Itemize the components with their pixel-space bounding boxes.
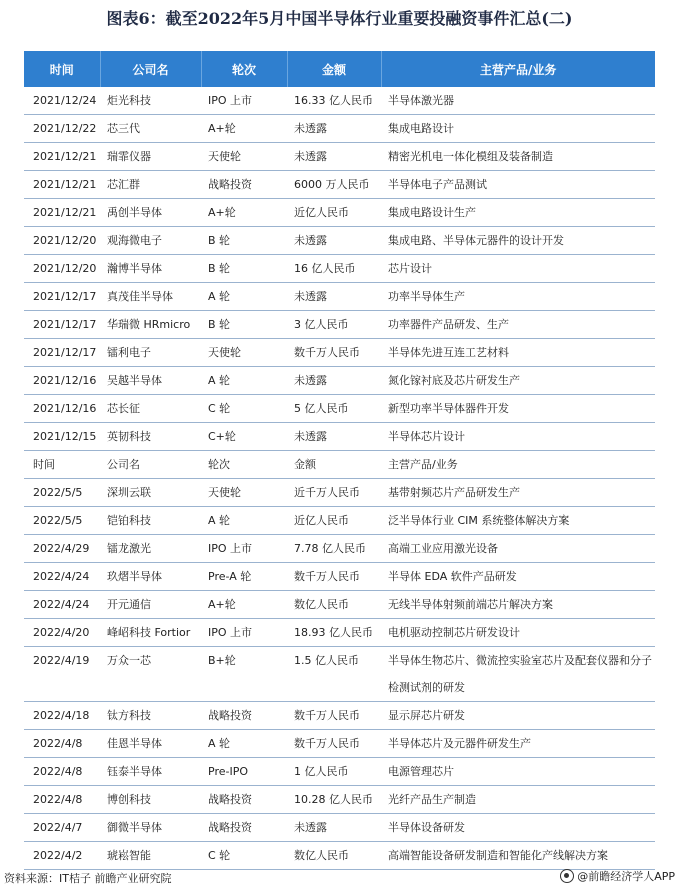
table-cell-date: 2022/4/8 — [24, 786, 100, 814]
table-cell-company: 英韧科技 — [100, 423, 201, 451]
table-cell-amount: 18.93 亿人民币 — [287, 619, 381, 647]
table-cell-round: 天使轮 — [201, 143, 287, 171]
investment-table — [24, 51, 655, 870]
table-cell-product: 集成电路设计生产 — [381, 199, 655, 227]
table-cell-amount: 5 亿人民币 — [287, 395, 381, 423]
table-cell-round: B 轮 — [201, 255, 287, 283]
table-cell-date: 2021/12/16 — [24, 367, 100, 395]
table-cell-amount: 近千万人民币 — [287, 479, 381, 507]
table-cell-amount: 16 亿人民币 — [287, 255, 381, 283]
table-cell-amount: 未透露 — [287, 423, 381, 451]
table-cell-product: 光纤产品生产制造 — [381, 786, 655, 814]
table-cell-company: 芯三代 — [100, 115, 201, 143]
table-cell-product: 高端工业应用激光设备 — [381, 535, 655, 563]
table-row — [24, 647, 655, 702]
table-cell-round: A 轮 — [201, 507, 287, 535]
table-cell-round: C 轮 — [201, 842, 287, 870]
table-cell-product: 高端智能设备研发制造和智能化产线解决方案 — [381, 842, 655, 870]
table-cell-product: 泛半导体行业 CIM 系统整体解决方案 — [381, 507, 655, 535]
table-cell-amount: 16.33 亿人民币 — [287, 87, 381, 115]
table-cell-product: 集成电路设计 — [381, 115, 655, 143]
table-cell-round: B 轮 — [201, 311, 287, 339]
header-date: 时间 — [24, 51, 100, 87]
table-cell-date: 2022/4/19 — [24, 647, 100, 702]
table-row — [24, 227, 655, 255]
table-row — [24, 758, 655, 786]
table-cell-round: Pre-A 轮 — [201, 563, 287, 591]
table-cell-amount: 数千万人民币 — [287, 730, 381, 758]
table-cell-amount: 1 亿人民币 — [287, 758, 381, 786]
brand-logo-icon — [560, 869, 574, 883]
table-row — [24, 283, 655, 311]
table-cell-date: 2022/5/5 — [24, 507, 100, 535]
table-cell-amount: 未透露 — [287, 283, 381, 311]
table-cell-date: 2022/4/20 — [24, 619, 100, 647]
table-cell-round: C+轮 — [201, 423, 287, 451]
table-row — [24, 255, 655, 283]
table-cell-company: 镭龙激光 — [100, 535, 201, 563]
table-row — [24, 423, 655, 451]
table-cell-date: 2021/12/22 — [24, 115, 100, 143]
table-cell-amount: 未透露 — [287, 814, 381, 842]
table-cell-date: 2021/12/15 — [24, 423, 100, 451]
table-row — [24, 311, 655, 339]
table-cell-company: 深圳云联 — [100, 479, 201, 507]
table-cell-amount: 数千万人民币 — [287, 563, 381, 591]
table-cell-amount: 数亿人民币 — [287, 591, 381, 619]
table-cell-amount: 未透露 — [287, 367, 381, 395]
table-cell-product: 半导体激光器 — [381, 87, 655, 115]
table-row — [24, 842, 655, 870]
table-cell-product: 半导体先进互连工艺材料 — [381, 339, 655, 367]
table-cell-company: 万众一芯 — [100, 647, 201, 702]
table-cell-company: 钰泰半导体 — [100, 758, 201, 786]
table-cell-amount: 近亿人民币 — [287, 507, 381, 535]
table-cell-product: 半导体电子产品测试 — [381, 171, 655, 199]
table-cell-product: 集成电路、半导体元器件的设计开发 — [381, 227, 655, 255]
table-cell-company: 玖熠半导体 — [100, 563, 201, 591]
table-row — [24, 563, 655, 591]
brand-mark — [560, 868, 675, 884]
table-cell-product: 基带射频芯片产品研发生产 — [381, 479, 655, 507]
table-cell-date: 2022/4/8 — [24, 730, 100, 758]
table-row — [24, 451, 655, 479]
table-cell-product: 精密光机电一体化模组及装备制造 — [381, 143, 655, 171]
table-cell-date: 2021/12/20 — [24, 255, 100, 283]
table-cell-amount: 金额 — [287, 451, 381, 479]
table-cell-round: IPO 上市 — [201, 619, 287, 647]
table-cell-company: 观海微电子 — [100, 227, 201, 255]
table-cell-company: 禹创半导体 — [100, 199, 201, 227]
table-row — [24, 115, 655, 143]
table-cell-product: 新型功率半导体器件开发 — [381, 395, 655, 423]
table-row — [24, 702, 655, 730]
table-cell-amount: 数千万人民币 — [287, 339, 381, 367]
header-company: 公司名 — [100, 51, 201, 87]
table-cell-company: 镭利电子 — [100, 339, 201, 367]
table-cell-company: 御微半导体 — [100, 814, 201, 842]
table-body — [24, 87, 655, 870]
table-cell-amount: 6000 万人民币 — [287, 171, 381, 199]
table-cell-product: 主营产品/业务 — [381, 451, 655, 479]
table-cell-product: 显示屏芯片研发 — [381, 702, 655, 730]
table-header-row — [24, 51, 655, 87]
table-row — [24, 814, 655, 842]
table-row — [24, 619, 655, 647]
table-cell-company: 铠铂科技 — [100, 507, 201, 535]
table-row — [24, 730, 655, 758]
table-cell-product: 氮化镓衬底及芯片研发生产 — [381, 367, 655, 395]
table-cell-date: 2021/12/17 — [24, 311, 100, 339]
table-cell-date: 2022/4/24 — [24, 591, 100, 619]
table-row — [24, 591, 655, 619]
table-cell-product: 无线半导体射频前端芯片解决方案 — [381, 591, 655, 619]
table-cell-company: 佳恩半导体 — [100, 730, 201, 758]
table-cell-product: 半导体芯片设计 — [381, 423, 655, 451]
table-cell-date: 2022/4/29 — [24, 535, 100, 563]
table-cell-round: C 轮 — [201, 395, 287, 423]
table-cell-product: 半导体生物芯片、微流控实验室芯片及配套仪器和分子检测试剂的研发 — [381, 647, 655, 702]
table-cell-amount: 未透露 — [287, 227, 381, 255]
table-cell-round: Pre-IPO — [201, 758, 287, 786]
table-cell-company: 琥崧智能 — [100, 842, 201, 870]
table-cell-company: 芯汇群 — [100, 171, 201, 199]
table-cell-product: 电源管理芯片 — [381, 758, 655, 786]
table-cell-round: 天使轮 — [201, 339, 287, 367]
table-cell-product: 芯片设计 — [381, 255, 655, 283]
table-cell-round: 战略投资 — [201, 171, 287, 199]
table-cell-amount: 未透露 — [287, 115, 381, 143]
table-cell-date: 2022/4/7 — [24, 814, 100, 842]
table-row — [24, 507, 655, 535]
table-cell-company: 开元通信 — [100, 591, 201, 619]
table-cell-round: A 轮 — [201, 730, 287, 758]
table-cell-date: 2021/12/16 — [24, 395, 100, 423]
table-cell-company: 峰岹科技 Fortior — [100, 619, 201, 647]
table-cell-amount: 7.78 亿人民币 — [287, 535, 381, 563]
table-cell-round: A+轮 — [201, 591, 287, 619]
table-row — [24, 171, 655, 199]
table-cell-company: 钛方科技 — [100, 702, 201, 730]
table-cell-date: 时间 — [24, 451, 100, 479]
header-amount: 金额 — [287, 51, 381, 87]
table-cell-round: B+轮 — [201, 647, 287, 702]
table-cell-date: 2021/12/17 — [24, 339, 100, 367]
table-cell-date: 2022/4/24 — [24, 563, 100, 591]
table-cell-company: 公司名 — [100, 451, 201, 479]
table-row — [24, 367, 655, 395]
table-cell-product: 半导体芯片及元器件研发生产 — [381, 730, 655, 758]
table-row — [24, 395, 655, 423]
table-cell-company: 博创科技 — [100, 786, 201, 814]
table-cell-date: 2021/12/21 — [24, 171, 100, 199]
table-cell-company: 真茂佳半导体 — [100, 283, 201, 311]
table-cell-round: A+轮 — [201, 199, 287, 227]
table-cell-amount: 数千万人民币 — [287, 702, 381, 730]
table-cell-date: 2021/12/24 — [24, 87, 100, 115]
table-row — [24, 143, 655, 171]
table-cell-company: 瑞霏仪器 — [100, 143, 201, 171]
table-row — [24, 786, 655, 814]
table-cell-company: 芯长征 — [100, 395, 201, 423]
table-cell-round: IPO 上市 — [201, 87, 287, 115]
table-cell-date: 2022/5/5 — [24, 479, 100, 507]
table-cell-round: A 轮 — [201, 283, 287, 311]
header-round: 轮次 — [201, 51, 287, 87]
table-cell-round: 天使轮 — [201, 479, 287, 507]
table-cell-round: IPO 上市 — [201, 535, 287, 563]
table-cell-amount: 数亿人民币 — [287, 842, 381, 870]
table-cell-product: 功率器件产品研发、生产 — [381, 311, 655, 339]
table-cell-date: 2022/4/18 — [24, 702, 100, 730]
table-cell-amount: 未透露 — [287, 143, 381, 171]
table-cell-product: 半导体 EDA 软件产品研发 — [381, 563, 655, 591]
table-cell-date: 2021/12/21 — [24, 143, 100, 171]
table-cell-date: 2022/4/8 — [24, 758, 100, 786]
table-cell-round: 战略投资 — [201, 786, 287, 814]
table-cell-round: A 轮 — [201, 367, 287, 395]
table-cell-company: 华瑞微 HRmicro — [100, 311, 201, 339]
table-cell-round: 轮次 — [201, 451, 287, 479]
table-cell-round: A+轮 — [201, 115, 287, 143]
table-cell-date: 2021/12/17 — [24, 283, 100, 311]
table-cell-date: 2021/12/20 — [24, 227, 100, 255]
table-cell-amount: 10.28 亿人民币 — [287, 786, 381, 814]
table-row — [24, 339, 655, 367]
table-row — [24, 479, 655, 507]
brand-label: @前瞻经济学人APP — [577, 870, 675, 883]
table-cell-company: 瀚博半导体 — [100, 255, 201, 283]
table-row — [24, 535, 655, 563]
table-cell-round: B 轮 — [201, 227, 287, 255]
table-cell-company: 吴越半导体 — [100, 367, 201, 395]
table-row — [24, 87, 655, 115]
source-note: 资料来源：IT桔子 前瞻产业研究院 — [4, 872, 172, 885]
page-title: 图表6：截至2022年5月中国半导体行业重要投融资事件汇总(二) — [106, 9, 573, 28]
table-cell-amount: 3 亿人民币 — [287, 311, 381, 339]
table-cell-product: 半导体设备研发 — [381, 814, 655, 842]
table-cell-company: 炬光科技 — [100, 87, 201, 115]
table-cell-round: 战略投资 — [201, 814, 287, 842]
table-cell-amount: 近亿人民币 — [287, 199, 381, 227]
table-cell-product: 电机驱动控制芯片研发设计 — [381, 619, 655, 647]
table-cell-date: 2021/12/21 — [24, 199, 100, 227]
table-cell-date: 2022/4/2 — [24, 842, 100, 870]
header-product: 主营产品/业务 — [381, 51, 655, 87]
table-row — [24, 199, 655, 227]
table-cell-round: 战略投资 — [201, 702, 287, 730]
table-cell-amount: 1.5 亿人民币 — [287, 647, 381, 702]
table-cell-product: 功率半导体生产 — [381, 283, 655, 311]
